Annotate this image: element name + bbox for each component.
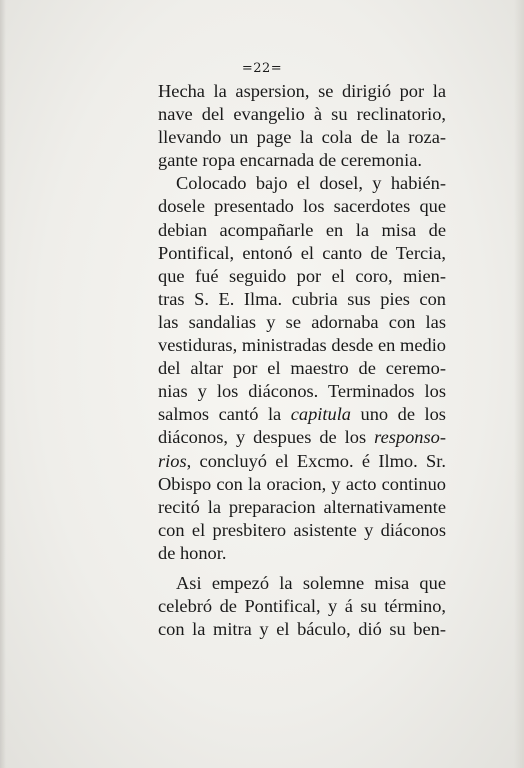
italic-word: capitula bbox=[290, 404, 352, 425]
text-line: recitó la preparacion alternativamente bbox=[158, 496, 446, 517]
text-line: Colocado bajo el dosel, y habién- bbox=[176, 173, 446, 194]
page-number: =22= bbox=[241, 61, 283, 76]
text-line: llevando un page la cola de la roza- bbox=[158, 127, 446, 148]
text-line: nias y los diáconos. Terminados los bbox=[158, 381, 446, 402]
text-line: que fué seguido por el coro, mien- bbox=[158, 265, 446, 286]
paragraph-gap bbox=[158, 565, 446, 572]
text-line: gante ropa encarnada de ceremonia. bbox=[158, 150, 422, 171]
text-line: tras S. E. Ilma. cubria sus pies con bbox=[158, 288, 446, 309]
text-fragment: uno de los bbox=[360, 404, 446, 425]
italic-word: rios bbox=[158, 450, 187, 471]
page-right-edge-shadow bbox=[514, 0, 524, 768]
text-line: Obispo con la oracion, y acto continuo bbox=[158, 473, 446, 494]
text-line: Pontifical, entonó el canto de Tercia, bbox=[158, 242, 446, 263]
text-line: del altar por el maestro de ceremo- bbox=[158, 358, 446, 379]
text-line: nave del evangelio à su reclinatorio, bbox=[158, 104, 446, 125]
page-left-edge-shadow bbox=[0, 0, 6, 768]
text-line: Asi empezó la solemne misa que bbox=[176, 572, 446, 593]
body-text bbox=[158, 80, 446, 641]
text-line bbox=[158, 426, 446, 449]
text-line: Hecha la aspersion, se dirigió por la bbox=[158, 81, 446, 101]
text-line bbox=[158, 450, 446, 473]
text-line: con el presbitero asistente y diáconos bbox=[158, 519, 446, 540]
text-line: con la mitra y el báculo, dió su ben- bbox=[158, 619, 446, 640]
text-fragment: , concluyó el Excmo. é Ilmo. Sr. bbox=[186, 450, 446, 471]
text-line: celebró de Pontifical, y á su término, bbox=[158, 596, 446, 617]
text-fragment: salmos cantó la bbox=[158, 404, 282, 425]
text-line: debian acompañarle en la misa de bbox=[158, 219, 446, 240]
text-line: las sandalias y se adornaba con las bbox=[158, 311, 446, 332]
italic-word: responso- bbox=[374, 427, 446, 448]
text-line: dosele presentado los sacerdotes que bbox=[158, 196, 446, 217]
text-line bbox=[158, 403, 446, 426]
text-fragment: diáconos, y despues de los bbox=[158, 427, 367, 448]
text-line: de honor. bbox=[158, 542, 227, 563]
text-line: vestiduras, ministradas desde en medio bbox=[158, 335, 446, 356]
